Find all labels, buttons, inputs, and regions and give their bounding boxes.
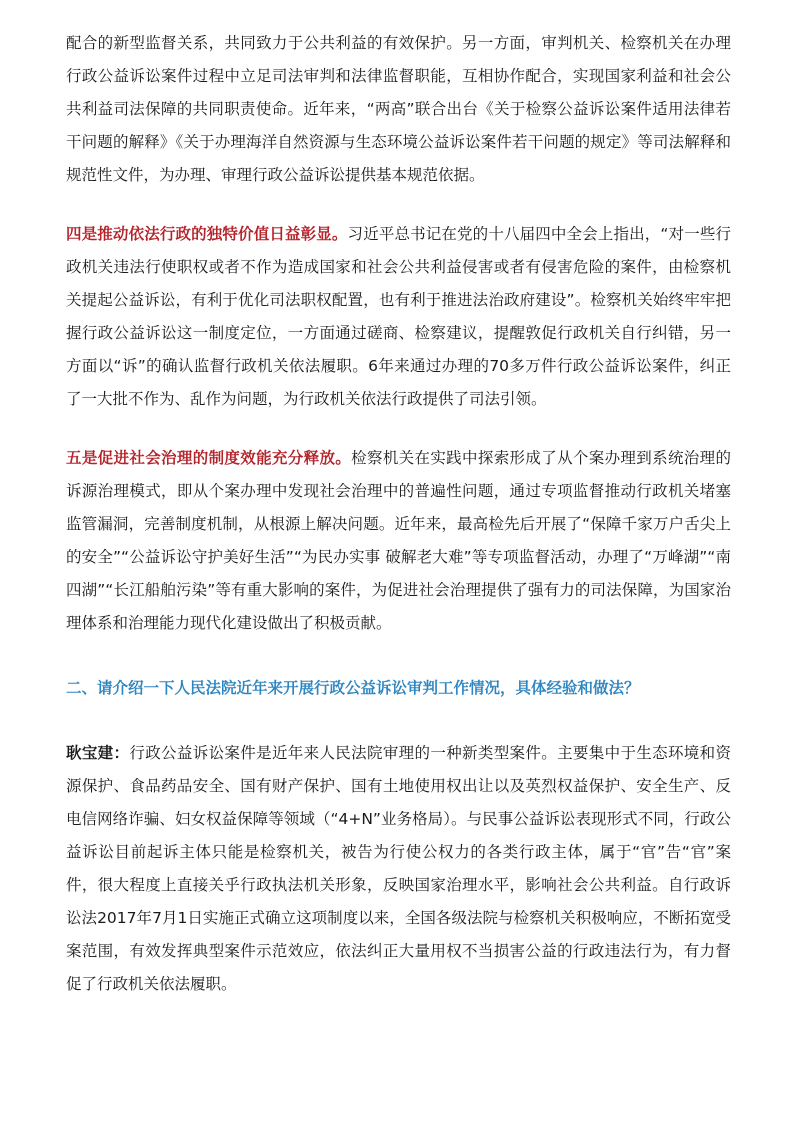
spacer (66, 705, 731, 737)
paragraph-cooperation (66, 27, 731, 192)
paragraph-point-four (66, 218, 731, 416)
paragraph-text: 配合的新型监督关系，共同致力于公共利益的有效保护。另一方面，审判机关、检察机关在办理行政公益诉讼案件过程中立足司法审判和法律监督职能，互相协作配合，实现国家利益和社会公共利益司法保障的共同职责使命。近年来，“两高”联合出台《关于检察公益诉讼案件适用法律若干问题的解释》《关于办理海洋自然资源与生态环境公益诉讼案件若干问题的规定》等司法解释和规范性文件，为办理、审理行政公益诉讼提供基本规范依据。 (66, 34, 731, 184)
paragraph-text: 行政公益诉讼案件是近年来人民法院审理的一种新类型案件。主要集中于生态环境和资源保护、食品药品安全、国有财产保护、国有土地使用权出让以及英烈权益保护、安全生产、反电信网络诈骗、妇女权益保障等领域（“4+N”业务格局）。与民事公益诉讼表现形式不同，行政公益诉讼目前起诉主体只能是检察机关，被告为行使公权力的各类行政主体，属于“官”告“官”案件，很大程度上直接关乎行政执法机关形象，反映国家治理水平，影响社会公共利益。自行政诉讼法2017年7月1日实施正式确立这项制度以来，全国各级法院与检察机关积极响应，不断拓宽受案范围，有效发挥典型案件示范效应，依法纠正大量用权不当损害公益的行政违法行为，有力督促了行政机关依法履职。 (66, 744, 731, 993)
spacer (66, 192, 731, 218)
spacer (66, 640, 731, 672)
paragraph-answer (66, 737, 731, 1001)
point-five-lead: 五是促进社会治理的制度效能充分释放。 (66, 449, 352, 467)
speaker-name: 耿宝建： (66, 744, 130, 762)
paragraph-text: 检察机关在实践中探索形成了从个案办理到系统治理的诉源治理模式，即从个案办理中发现社会治理中的普遍性问题，通过专项监督推动行政机关堵塞监管漏洞，完善制度机制，从根源上解决问题。近年来，最高检先后开展了“保障千家万户舌尖上的安全”“公益诉讼守护美好生活”“为民办实事 破解老大难”等专项监督活动，办理了“万峰湖”“南四湖”“长江船舶污染”等有重大影响的案件，为促进社会治理提供了强有力的司法保障，为国家治理体系和治理能力现代化建设做出了积极贡献。 (66, 449, 731, 632)
paragraph-point-five (66, 442, 731, 640)
spacer (66, 416, 731, 442)
question-heading: 二、请介绍一下人民法院近年来开展行政公益诉讼审判工作情况，具体经验和做法？ (66, 679, 640, 697)
point-four-lead: 四是推动依法行政的独特价值日益彰显。 (66, 225, 348, 243)
paragraph-text: 习近平总书记在党的十八届四中全会上指出，“对一些行政机关违法行使职权或者不作为造成国家和社会公共利益侵害或者有侵害危险的案件，由检察机关提起公益诉讼，有利于优化司法职权配置，也有利于推进法治政府建设”。检察机关始终牢牢把握行政公益诉讼这一制度定位，一方面通过磋商、检察建议，提醒敦促行政机关自行纠错，另一方面以“诉”的确认监督行政机关依法履职。6年来通过办理的70多万件行政公益诉讼案件，纠正了一大批不作为、乱作为问题，为行政机关依法行政提供了司法引领。 (66, 225, 731, 408)
